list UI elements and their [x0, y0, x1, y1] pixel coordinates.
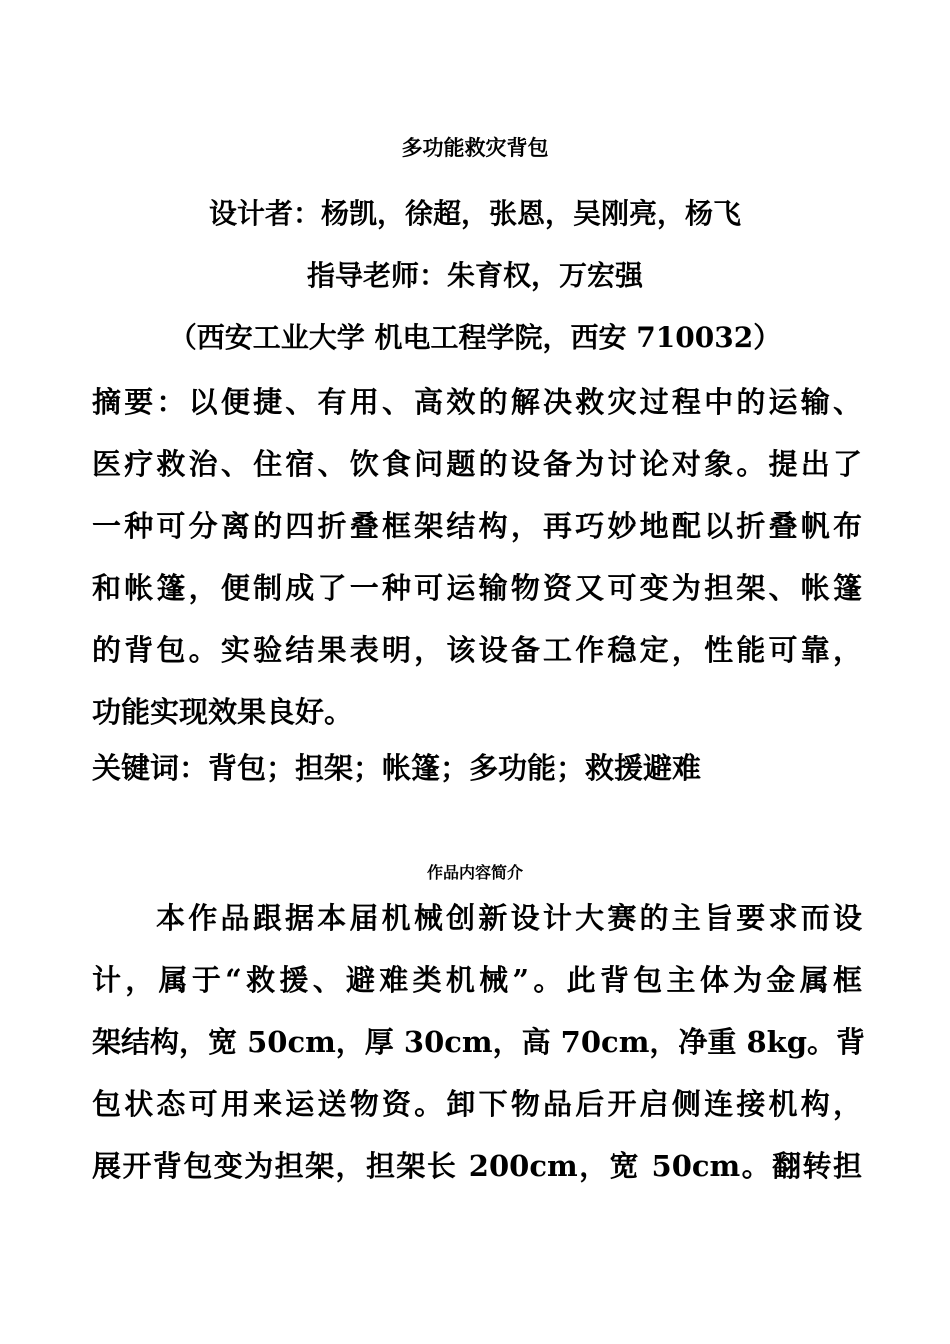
- abstract-line: 和帐篷，便制成了一种可运输物资又可变为担架、帐篷: [92, 571, 862, 605]
- keywords-line: 关键词：背包；担架；帐篷；多功能；救援避难: [92, 751, 702, 785]
- designers-line: 设计者：杨凯，徐超，张恩，吴刚亮，杨飞: [208, 197, 741, 230]
- abstract-line: 一种可分离的四折叠框架结构，再巧妙地配以折叠帆布: [92, 509, 862, 543]
- intro-line: 计，属于“救援、避难类机械”。此背包主体为金属框: [92, 963, 862, 997]
- intro-line: 展开背包变为担架，担架长 200cm，宽 50cm。翻转担: [92, 1149, 862, 1183]
- abstract-line: 的背包。实验结果表明，该设备工作稳定，性能可靠，: [92, 633, 862, 667]
- document-title: 多功能救灾背包: [401, 135, 549, 160]
- abstract-line: 摘要：以便捷、有用、高效的解决救灾过程中的运输、: [92, 385, 862, 419]
- advisors-line: 指导老师：朱育权，万宏强: [306, 259, 643, 292]
- intro-line: 包状态可用来运送物资。卸下物品后开启侧连接机构，: [92, 1087, 862, 1121]
- affiliation-line: （西安工业大学 机电工程学院，西安 710032）: [168, 321, 782, 354]
- section-title: 作品内容简介: [426, 863, 523, 882]
- abstract-line: 医疗救治、住宿、饮食问题的设备为讨论对象。提出了: [92, 447, 862, 481]
- intro-line: 本作品跟据本届机械创新设计大赛的主旨要求而设: [156, 901, 862, 935]
- abstract-line: 功能实现效果良好。: [92, 695, 354, 729]
- intro-line: 架结构，宽 50cm，厚 30cm，高 70cm，净重 8kg。背: [92, 1025, 866, 1059]
